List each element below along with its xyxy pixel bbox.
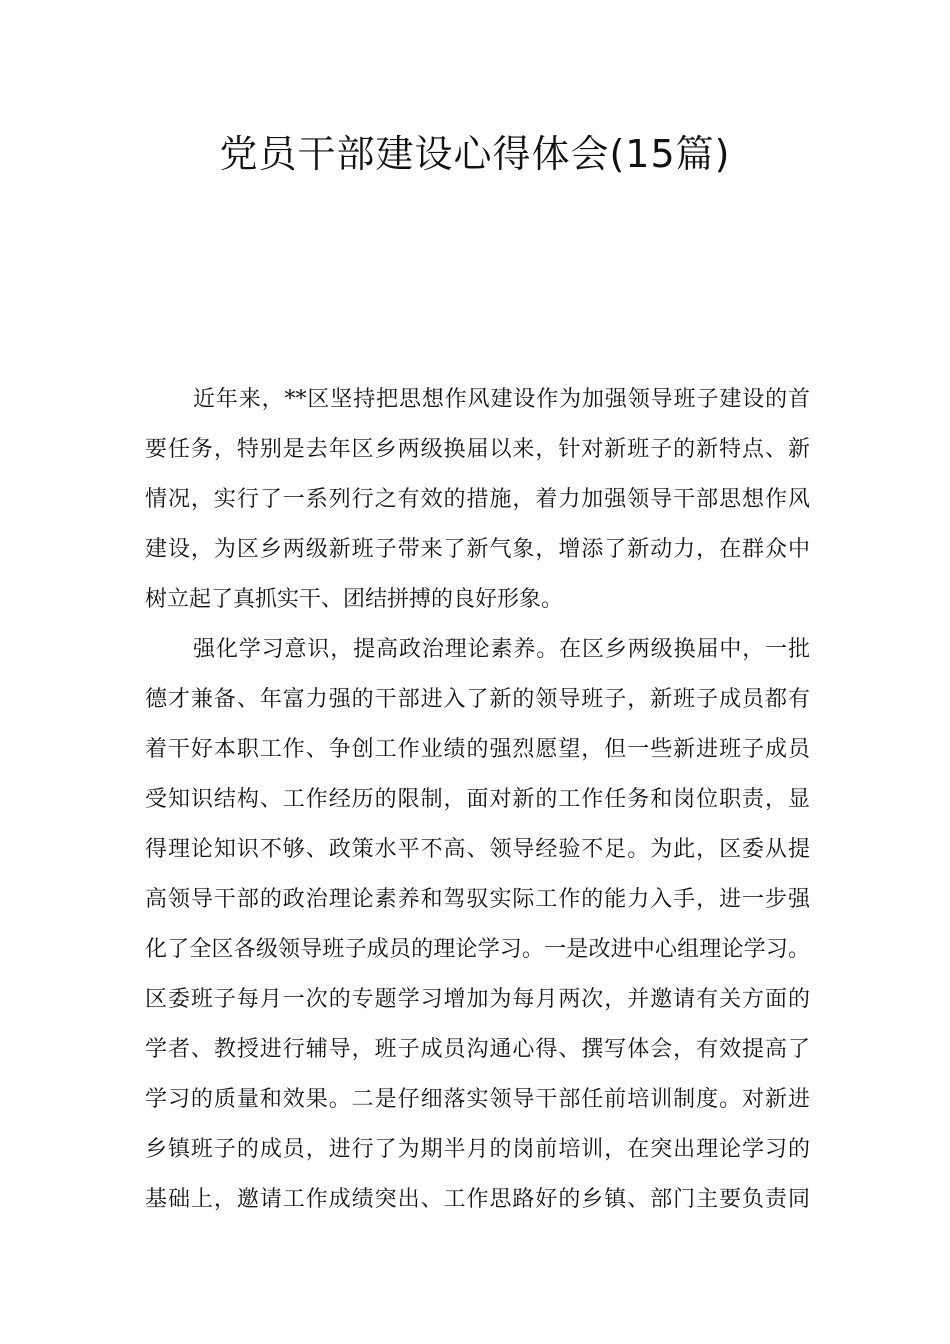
paragraph-line: 学习的质量和效果。二是仔细落实领导干部任前培训制度。对新进 — [145, 1087, 810, 1112]
paragraph-line: 情况，实行了一系列行之有效的措施，着力加强领导干部思想作风 — [145, 487, 810, 512]
paragraph-line: 得理论知识不够、政策水平不高、领导经验不足。为此，区委从提 — [145, 837, 810, 862]
paragraph-line: 强化学习意识，提高政治理论素养。在区乡两级换届中，一批 — [193, 637, 810, 662]
paragraph-line: 着干好本职工作、争创工作业绩的强烈愿望，但一些新进班子成员 — [145, 737, 810, 762]
paragraph-line: 建设，为区乡两级新班子带来了新气象，增添了新动力，在群众中 — [145, 537, 810, 562]
paragraph-line: 乡镇班子的成员，进行了为期半月的岗前培训，在突出理论学习的 — [145, 1137, 810, 1162]
paragraph-line: 高领导干部的政治理论素养和驾驭实际工作的能力入手，进一步强 — [145, 887, 810, 912]
paragraph-line: 学者、教授进行辅导，班子成员沟通心得、撰写体会，有效提高了 — [145, 1037, 810, 1062]
paragraph-line: 要任务，特别是去年区乡两级换届以来，针对新班子的新特点、新 — [145, 437, 810, 462]
document-title: 党员干部建设心得体会(15篇) — [219, 132, 731, 176]
paragraph-line: 区委班子每月一次的专题学习增加为每月两次，并邀请有关方面的 — [145, 987, 810, 1012]
paragraph-line: 德才兼备、年富力强的干部进入了新的领导班子，新班子成员都有 — [145, 687, 810, 712]
paragraph-line: 基础上，邀请工作成绩突出、工作思路好的乡镇、部门主要负责同 — [145, 1187, 810, 1212]
paragraph-line: 受知识结构、工作经历的限制，面对新的工作任务和岗位职责，显 — [145, 787, 810, 812]
paragraph-line: 近年来，**区坚持把思想作风建设作为加强领导班子建设的首 — [193, 387, 810, 412]
paragraph-line: 树立起了真抓实干、团结拼搏的良好形象。 — [145, 587, 564, 612]
paragraph-line: 化了全区各级领导班子成员的理论学习。一是改进中心组理论学习。 — [145, 937, 810, 962]
